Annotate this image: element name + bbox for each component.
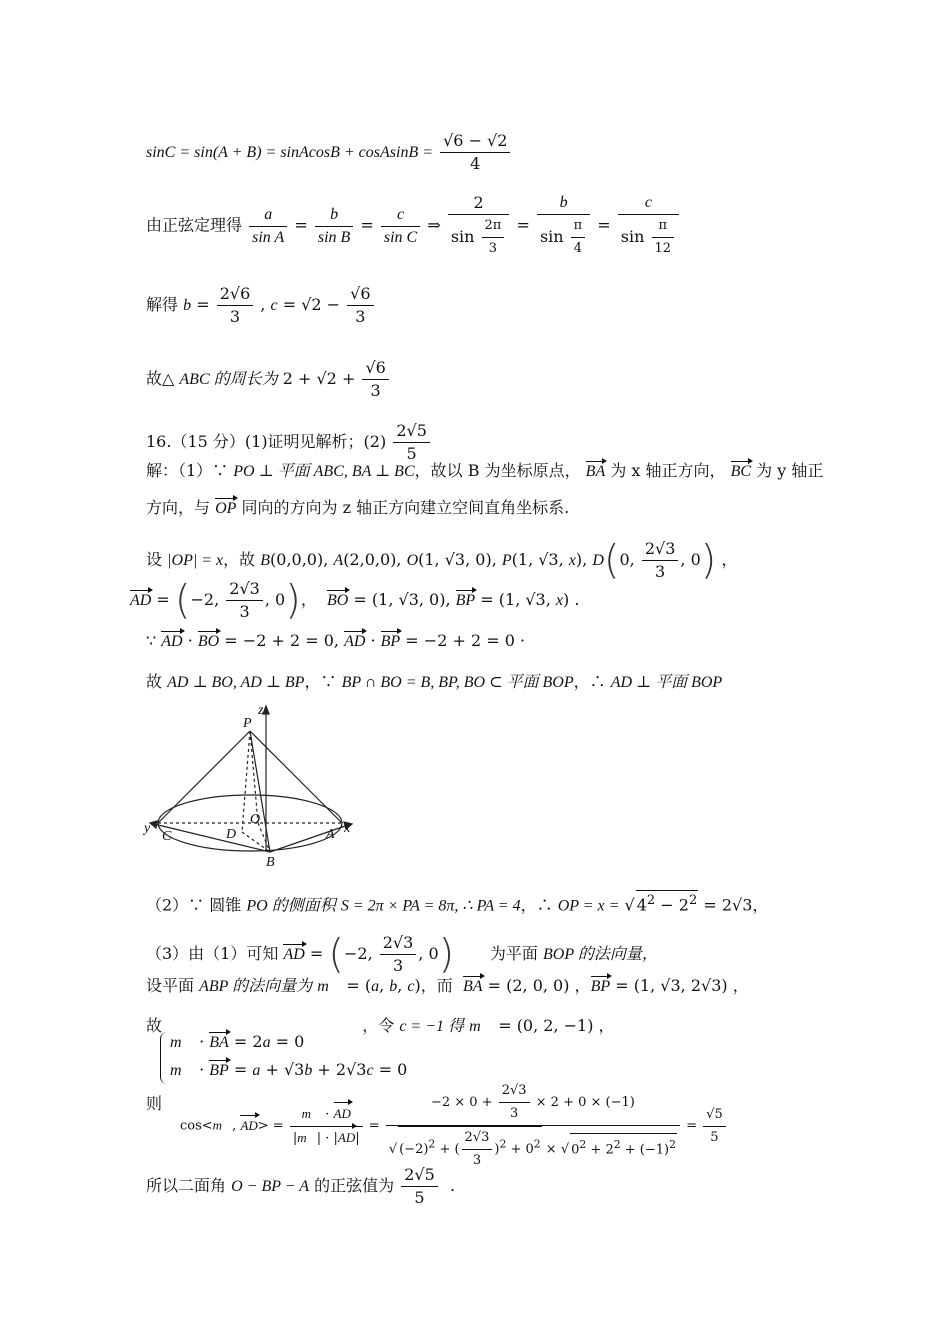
set-b: ，故	[223, 550, 256, 569]
sinc-fraction	[440, 130, 510, 175]
p2-b: PO 的侧面积	[246, 897, 336, 915]
dot-product-line: ∵ AD · BO = −2 + 2 = 0, AD · BP = −2 + 2 = 0 ·	[146, 631, 526, 650]
frac-c-sinpi12: c sin $\frac{\pi}{12}$	[618, 192, 679, 260]
solution-line-1	[146, 461, 823, 482]
dash-po	[250, 731, 258, 823]
law-of-sines-prefix: 由正弦定理得	[146, 215, 243, 235]
label-O: O	[250, 812, 261, 827]
then-label: 则	[146, 1094, 163, 1113]
sys-b: ，令	[362, 1016, 395, 1035]
perimeter-frac: $\frac{√6}{3}$	[362, 357, 388, 402]
sol2-a: 方向，与	[146, 498, 211, 517]
dash-pd	[242, 731, 250, 832]
y-arrow	[150, 821, 157, 828]
b-value-frac: $\frac{2√6}{3}$	[217, 283, 254, 328]
system-line: 故 ，令 c = −1 得 m⃗ = (0, 2, −1) ，	[146, 1016, 615, 1035]
label-y: y	[144, 821, 151, 836]
label-P: P	[243, 716, 252, 731]
perimeter-prefix: 故△	[146, 369, 175, 388]
label-B: B	[266, 855, 275, 870]
concl-a: 故	[146, 672, 163, 691]
cos-formula: cos<m⃗, AD> = $\frac{m⃗ \cdot AD}{|m⃗| \cdot |AD|}$ = −2 × 0 + $\frac{2√3}{3}$ × 2 + 0 × (−1) √ $(-2)^2$ + ( $\frac{2√3}{3}$ )$^2 + 0^2$ × √ $0^2 + 2^2 + (-1)^2$ = $\frac{√5}{5}$	[180, 1080, 728, 1172]
concl-b: AD ⊥ BO, AD ⊥ BP	[167, 674, 305, 691]
perpendicular-conclusion	[146, 672, 722, 693]
dot-a: ∵	[146, 631, 157, 650]
sinc-fraction-den: 4	[470, 154, 481, 173]
solve-b-c-line: 解得 b = $\frac{2√6}{3}$ , c = √2 − $\frac{√6}{3}$	[146, 283, 376, 328]
nv-a: 设平面	[146, 976, 195, 995]
sol2-b: 同向的方向为 z 轴正方向建立空间直角坐标系.	[241, 498, 570, 517]
frac-b-sinb: $\frac{b}{\text{sin B}}$	[315, 204, 353, 249]
nv-b: ABP 的法向量为	[199, 978, 313, 995]
p2-a: （2）∵ 圆锥	[146, 895, 242, 915]
label-C: C	[162, 829, 172, 844]
q16-header-text: 16.（15 分）(1)证明见解析；(2)	[146, 432, 387, 451]
final-b: O − BP − A	[231, 1178, 309, 1195]
system-brace	[160, 1032, 167, 1084]
sys-a: 故	[146, 1016, 163, 1035]
p3-a: （3）由（1）可知	[146, 944, 279, 963]
sinc-formula-text: sinC = sin(A + B) = sinAcosB + cosAsinB =	[146, 144, 434, 161]
cos-formula-line	[146, 1094, 162, 1114]
q16-answer-frac: $\frac{2√5}{5}$	[393, 420, 430, 465]
final-frac: $\frac{2√5}{5}$	[401, 1164, 438, 1209]
coordinates-line: 设 |OP| = x，故 B(0,0,0), A(2,0,0), O(1, √3, 0), P(1, √3, x), D(0, $\frac{2√3}{3}$ , 0) ，	[146, 537, 738, 584]
x-axis	[270, 825, 348, 852]
sol1-e: 为 y 轴正	[756, 461, 824, 480]
law-of-sines-line: 由正弦定理得 $\frac{a}{\text{sin A}}$ = $\frac{b}{\text{sin B}}$ = $\frac{c}{\text{sin C}}$ ⇒ 2 sin $\frac{2\pi}{3}$ = b sin $\frac{\pi}{4}$ = c sin $\frac{\pi}{12}$	[146, 192, 681, 260]
perimeter-mid: ABC 的周长为	[179, 371, 278, 388]
sinc-fraction-num: √6 − √2	[440, 130, 510, 153]
normal-vector-line: 设平面 ABP 的法向量为 m⃗ = (a, b, c)，而 BA = (2, 0, 0) ，BP = (1, √3, 2√3) ，	[146, 976, 749, 995]
p3-b: 为平面	[489, 944, 538, 963]
p3-c: BOP 的法向量，	[543, 946, 658, 963]
sinc-formula-line	[146, 130, 512, 175]
slant-right	[250, 731, 342, 823]
sol1-d: 为 x 轴正方向，	[610, 461, 726, 480]
perimeter-line: 故△ ABC 的周长为 2 + √2 + $\frac{√6}{3}$	[146, 357, 391, 402]
concl-e: ，∴	[573, 672, 606, 691]
final-a: 所以二面角	[146, 1176, 227, 1195]
solve-prefix: 解得	[146, 295, 179, 314]
final-answer-line	[146, 1164, 455, 1209]
frac-a-sina: $\frac{a}{\text{sin A}}$	[249, 204, 287, 249]
vector-values-line: AD = (−2, $\frac{2√3}{3}$ , 0)， BO = (1, √3, 0), BP = (1, √3, x) .	[130, 577, 580, 624]
vector-BA: BA	[585, 463, 606, 480]
frac-b-sinpi4: b sin $\frac{\pi}{4}$	[537, 192, 590, 260]
solution-line-2	[146, 498, 569, 519]
part-3-line: （3）由（1）可知 AD = (−2, $\frac{2√3}{3}$ , 0) 为平面 BOP 的法向量，	[146, 931, 658, 978]
set-a: 设	[146, 550, 163, 569]
c-value-frac: $\frac{√6}{3}$	[347, 283, 373, 328]
label-x: x	[344, 821, 351, 836]
slant-pb	[250, 731, 270, 852]
frac-2-sin2pi3: 2 sin $\frac{2\pi}{3}$	[448, 192, 510, 260]
vector-OP: OP	[215, 500, 237, 517]
concl-d: BP ∩ BO = B, BP, BO ⊂ 平面 BOP	[341, 674, 574, 691]
frac-c-sinc: $\frac{c}{\text{sin C}}$	[381, 204, 420, 249]
concl-c: ，∵	[304, 672, 337, 691]
cos-frac-2: −2 × 0 + $\frac{2√3}{3}$ × 2 + 0 × (−1) √ $(-2)^2$ + ( $\frac{2√3}{3}$ )$^2 + 0^2$ × √ $0^2 + 2^2 + (-1)^2$	[386, 1080, 680, 1172]
vector-BC: BC	[730, 463, 752, 480]
final-c: 的正弦值为	[314, 1176, 395, 1195]
p2-c: S = 2π × PA = 8π, ∴ PA = 4	[340, 897, 521, 915]
cone-figure	[140, 700, 360, 870]
question-16-header	[146, 420, 432, 465]
sys-c: c = −1 得	[399, 1018, 465, 1035]
final-d: .	[449, 1176, 456, 1195]
sol1-b: PO ⊥ 平面 ABC, BA ⊥ BC	[233, 463, 415, 480]
slant-left	[158, 731, 250, 823]
concl-f: AD ⊥ 平面 BOP	[610, 674, 723, 691]
p2-e: OP = x =	[557, 897, 620, 915]
cos-result: $\frac{√5}{5}$	[703, 1104, 726, 1149]
cos-frac-1: $\frac{m⃗ \cdot AD}{|m⃗| \cdot |AD|}$	[290, 1103, 363, 1150]
nv-c: ，而	[420, 976, 453, 995]
z-arrow	[263, 706, 269, 714]
sol1-a: 解：（1）∵	[146, 461, 229, 480]
sol1-c: ，故以 B 为坐标原点，	[414, 461, 581, 480]
label-z: z	[258, 703, 264, 718]
label-D: D	[226, 827, 237, 842]
p2-d: ，∴	[520, 895, 553, 915]
system-eq-2: m⃗ · BP = a + √3b + 2√3c = 0	[170, 1060, 408, 1079]
system-eq-1: m⃗ · BA = 2a = 0	[170, 1032, 305, 1051]
label-A: A	[326, 827, 335, 842]
part-2-line: （2）∵ 圆锥 PO 的侧面积 S = 2π × PA = 8π, ∴ PA = 4，∴ OP = x = √ $4^2 - 2^2 = 2√3$，	[146, 890, 768, 916]
